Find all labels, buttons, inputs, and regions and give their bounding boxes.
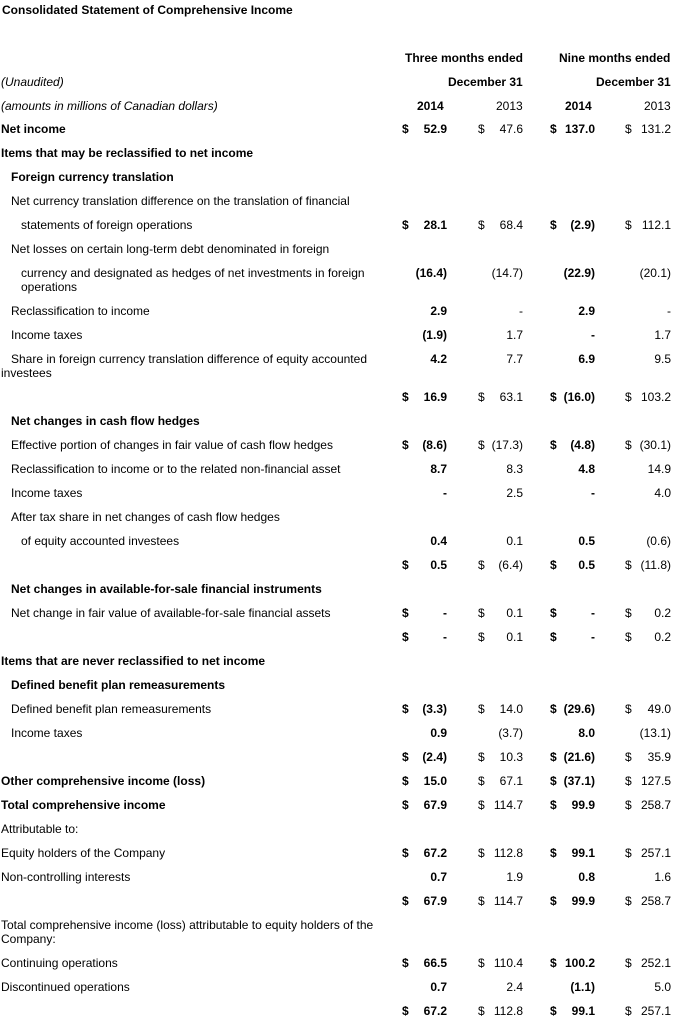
- dollar-sign: $: [550, 606, 557, 620]
- dollar-sign: $: [478, 702, 485, 716]
- dollar-sign: $: [550, 218, 557, 232]
- cell-value: (16.4): [415, 266, 447, 280]
- cell-value: 1.6: [654, 870, 671, 884]
- cell-value: -: [443, 606, 447, 620]
- cell-value: 67.9: [423, 798, 447, 812]
- dollar-sign: $: [402, 702, 409, 716]
- cell-value: 99.1: [571, 846, 595, 860]
- cell-value: 28.1: [423, 218, 447, 232]
- unaudited-note: (Unaudited): [1, 75, 64, 89]
- cell-value: 99.1: [571, 1004, 595, 1018]
- cell-value: -: [591, 328, 595, 342]
- year-col3: 2014: [565, 99, 592, 113]
- cell-value: 114.7: [493, 798, 523, 812]
- row-label: statements of foreign operations: [21, 218, 193, 232]
- amounts-note: (amounts in millions of Canadian dollars): [1, 99, 218, 113]
- dollar-sign: $: [625, 894, 632, 908]
- cell-value: -: [519, 304, 523, 318]
- cell-value: 2.5: [506, 486, 523, 500]
- cell-value: (1.1): [570, 980, 595, 994]
- statement-title: Consolidated Statement of Comprehensive Income: [2, 3, 293, 17]
- cell-value: 2.9: [578, 304, 595, 318]
- cell-value: 68.4: [499, 218, 523, 232]
- cell-value: 63.1: [499, 390, 523, 404]
- dollar-sign: $: [478, 1004, 485, 1018]
- three-months-header-line1: Three months ended: [405, 51, 524, 65]
- cell-value: 16.9: [423, 390, 447, 404]
- row-label: Reclassification to income or to the related non-financial asset: [11, 462, 341, 476]
- row-label: Net income: [1, 122, 66, 136]
- dollar-sign: $: [402, 846, 409, 860]
- dollar-sign: $: [402, 606, 409, 620]
- dollar-sign: $: [402, 798, 409, 812]
- row-label: Net changes in available-for-sale financial instruments: [11, 582, 322, 596]
- dollar-sign: $: [550, 558, 557, 572]
- cell-value: 99.9: [571, 894, 595, 908]
- dollar-sign: $: [478, 218, 485, 232]
- cell-value: 0.4: [430, 534, 447, 548]
- cell-value: 35.9: [647, 750, 671, 764]
- cell-value: 47.6: [499, 122, 523, 136]
- cell-value: 10.3: [499, 750, 523, 764]
- cell-value: (1.9): [422, 328, 447, 342]
- dollar-sign: $: [478, 390, 485, 404]
- dollar-sign: $: [478, 846, 485, 860]
- dollar-sign: $: [402, 630, 409, 644]
- cell-value: (2.9): [570, 218, 595, 232]
- dollar-sign: $: [625, 218, 632, 232]
- cell-value: 52.9: [423, 122, 447, 136]
- row-label: Total comprehensive income: [1, 798, 166, 812]
- row-label: Discontinued operations: [1, 980, 130, 994]
- cell-value: 67.2: [423, 1004, 447, 1018]
- row-label: Defined benefit plan remeasurements: [11, 678, 226, 692]
- cell-value: 112.8: [493, 846, 523, 860]
- cell-value: 49.0: [647, 702, 671, 716]
- dollar-sign: $: [550, 702, 557, 716]
- cell-value: 257.1: [640, 1004, 671, 1018]
- row-label: Share in foreign currency translation difference of equity accounted investees: [1, 352, 367, 380]
- dollar-sign: $: [550, 956, 557, 970]
- cell-value: (16.0): [563, 390, 595, 404]
- row-label: Net currency translation difference on the translation of financial: [11, 194, 350, 208]
- dollar-sign: $: [625, 702, 632, 716]
- cell-value: 1.9: [506, 870, 523, 884]
- row-label: Effective portion of changes in fair value of cash flow hedges: [11, 438, 333, 452]
- cell-value: 8.7: [430, 462, 447, 476]
- year-col4: 2013: [644, 99, 671, 113]
- dollar-sign: $: [625, 774, 632, 788]
- dollar-sign: $: [625, 438, 632, 452]
- dollar-sign: $: [402, 558, 409, 572]
- dollar-sign: $: [478, 606, 485, 620]
- cell-value: (22.9): [563, 266, 595, 280]
- row-label: Attributable to:: [1, 822, 79, 836]
- cell-value: 100.2: [564, 956, 595, 970]
- cell-value: (11.8): [640, 558, 671, 572]
- dollar-sign: $: [478, 122, 485, 136]
- dollar-sign: $: [550, 798, 557, 812]
- cell-value: 103.2: [640, 390, 671, 404]
- cell-value: 14.0: [499, 702, 523, 716]
- nine-months-header-line2: December 31: [596, 75, 671, 89]
- cell-value: 257.1: [640, 846, 671, 860]
- cell-value: 131.2: [640, 122, 671, 136]
- dollar-sign: $: [625, 122, 632, 136]
- dollar-sign: $: [402, 218, 409, 232]
- row-label: Foreign currency translation: [11, 170, 174, 184]
- dollar-sign: $: [625, 558, 632, 572]
- cell-value: -: [591, 486, 595, 500]
- cell-value: 4.8: [578, 462, 595, 476]
- cell-value: 67.1: [499, 774, 523, 788]
- cell-value: 67.2: [423, 846, 447, 860]
- dollar-sign: $: [402, 750, 409, 764]
- cell-value: 1.7: [506, 328, 523, 342]
- cell-value: 4.0: [654, 486, 671, 500]
- cell-value: 66.5: [423, 956, 447, 970]
- dollar-sign: $: [478, 798, 485, 812]
- cell-value: 127.5: [640, 774, 671, 788]
- dollar-sign: $: [550, 750, 557, 764]
- row-label: Income taxes: [11, 486, 83, 500]
- dollar-sign: $: [550, 774, 557, 788]
- row-label: of equity accounted investees: [21, 534, 180, 548]
- row-label: Items that may be reclassified to net income: [1, 146, 254, 160]
- cell-value: (8.6): [422, 438, 447, 452]
- dollar-sign: $: [625, 798, 632, 812]
- cell-value: -: [443, 486, 447, 500]
- dollar-sign: $: [550, 438, 557, 452]
- row-label: Continuing operations: [1, 956, 118, 970]
- dollar-sign: $: [402, 774, 409, 788]
- cell-value: -: [591, 606, 595, 620]
- dollar-sign: $: [625, 750, 632, 764]
- dollar-sign: $: [625, 390, 632, 404]
- cell-value: (3.7): [498, 726, 523, 740]
- cell-value: 5.0: [654, 980, 671, 994]
- row-label: Reclassification to income: [11, 304, 150, 318]
- cell-value: 14.9: [647, 462, 671, 476]
- dollar-sign: $: [625, 956, 632, 970]
- cell-value: 137.0: [564, 122, 595, 136]
- dollar-sign: $: [550, 390, 557, 404]
- cell-value: 0.1: [506, 606, 523, 620]
- dollar-sign: $: [402, 1004, 409, 1018]
- cell-value: 0.7: [430, 980, 447, 994]
- cell-value: (0.6): [646, 534, 671, 548]
- row-label: Total comprehensive income (loss) attributable to equity holders of the Company:: [1, 918, 374, 946]
- row-label: Equity holders of the Company: [1, 846, 166, 860]
- row-label: Items that are never reclassified to net income: [1, 654, 266, 668]
- cell-value: 15.0: [423, 774, 447, 788]
- nine-months-header-line1: Nine months ended: [559, 51, 671, 65]
- row-label: Non-controlling interests: [1, 870, 131, 884]
- dollar-sign: $: [478, 558, 485, 572]
- dollar-sign: $: [550, 122, 557, 136]
- cell-value: 0.2: [654, 606, 671, 620]
- row-label: Income taxes: [11, 328, 83, 342]
- cell-value: (13.1): [639, 726, 671, 740]
- row-label: After tax share in net changes of cash flow hedges: [11, 510, 280, 524]
- row-label: Net changes in cash flow hedges: [11, 414, 200, 428]
- cell-value: 0.5: [578, 534, 595, 548]
- dollar-sign: $: [625, 630, 632, 644]
- cell-value: (20.1): [639, 266, 671, 280]
- dollar-sign: $: [550, 630, 557, 644]
- cell-value: 8.0: [578, 726, 595, 740]
- cell-value: (14.7): [491, 266, 523, 280]
- cell-value: 0.7: [430, 870, 447, 884]
- cell-value: 67.9: [423, 894, 447, 908]
- cell-value: 0.5: [578, 558, 595, 572]
- dollar-sign: $: [402, 956, 409, 970]
- cell-value: 9.5: [654, 352, 671, 366]
- row-label: Other comprehensive income (loss): [1, 774, 206, 788]
- year-col1: 2014: [417, 99, 444, 113]
- cell-value: 0.2: [654, 630, 671, 644]
- dollar-sign: $: [478, 438, 485, 452]
- three-months-header-line2: December 31: [448, 75, 523, 89]
- dollar-sign: $: [550, 846, 557, 860]
- cell-value: (29.6): [563, 702, 595, 716]
- cell-value: 0.1: [506, 534, 523, 548]
- cell-value: -: [443, 630, 447, 644]
- cell-value: 0.1: [506, 630, 523, 644]
- cell-value: (37.1): [563, 774, 595, 788]
- cell-value: 1.7: [654, 328, 671, 342]
- row-label: Net change in fair value of available-for-sale financial assets: [11, 606, 331, 620]
- dollar-sign: $: [402, 894, 409, 908]
- cell-value: 0.8: [578, 870, 595, 884]
- dollar-sign: $: [478, 774, 485, 788]
- row-label: Defined benefit plan remeasurements: [11, 702, 212, 716]
- dollar-sign: $: [625, 1004, 632, 1018]
- cell-value: 2.4: [506, 980, 523, 994]
- dollar-sign: $: [402, 390, 409, 404]
- cell-value: 258.7: [640, 894, 671, 908]
- dollar-sign: $: [625, 846, 632, 860]
- cell-value: (4.8): [570, 438, 595, 452]
- cell-value: 112.1: [641, 218, 671, 232]
- cell-value: 7.7: [506, 352, 523, 366]
- cell-value: -: [667, 304, 671, 318]
- cell-value: 99.9: [571, 798, 595, 812]
- cell-value: -: [591, 630, 595, 644]
- dollar-sign: $: [478, 894, 485, 908]
- cell-value: (17.3): [491, 438, 523, 452]
- row-label: Income taxes: [11, 726, 83, 740]
- cell-value: 6.9: [578, 352, 595, 366]
- row-label: currency and designated as hedges of net investments in foreign operations: [21, 266, 365, 294]
- cell-value: 0.5: [430, 558, 447, 572]
- year-col2: 2013: [496, 99, 523, 113]
- cell-value: 8.3: [506, 462, 523, 476]
- cell-value: (6.4): [498, 558, 523, 572]
- dollar-sign: $: [550, 894, 557, 908]
- cell-value: 2.9: [430, 304, 447, 318]
- cell-value: 252.1: [640, 956, 671, 970]
- cell-value: (30.1): [639, 438, 671, 452]
- dollar-sign: $: [478, 956, 485, 970]
- cell-value: 112.8: [493, 1004, 523, 1018]
- dollar-sign: $: [550, 1004, 557, 1018]
- dollar-sign: $: [402, 122, 409, 136]
- cell-value: 110.4: [493, 956, 523, 970]
- cell-value: 114.7: [493, 894, 523, 908]
- dollar-sign: $: [478, 630, 485, 644]
- cell-value: (21.6): [563, 750, 595, 764]
- row-label: Net losses on certain long-term debt denominated in foreign: [11, 242, 330, 256]
- cell-value: 4.2: [430, 352, 447, 366]
- cell-value: (2.4): [422, 750, 447, 764]
- cell-value: 258.7: [640, 798, 671, 812]
- dollar-sign: $: [625, 606, 632, 620]
- dollar-sign: $: [478, 750, 485, 764]
- dollar-sign: $: [402, 438, 409, 452]
- cell-value: 0.9: [430, 726, 447, 740]
- cell-value: (3.3): [422, 702, 447, 716]
